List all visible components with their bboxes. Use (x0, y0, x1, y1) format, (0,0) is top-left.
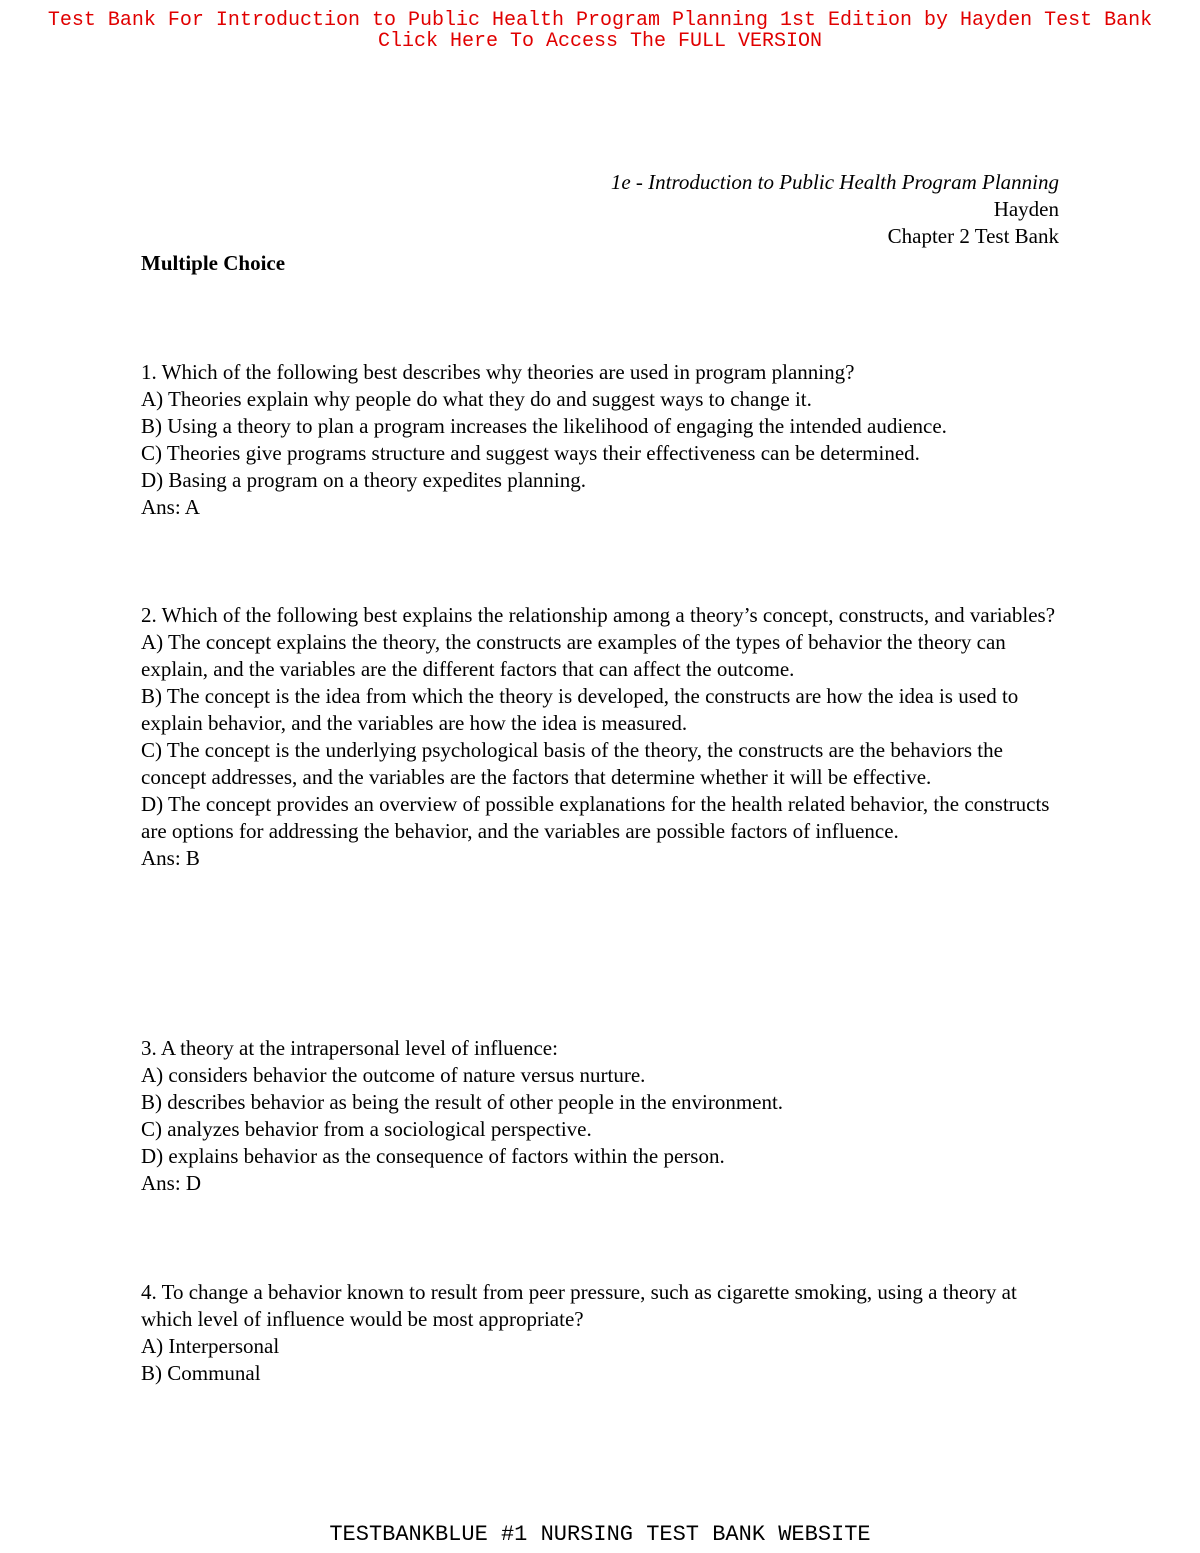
answer-option: C) analyzes behavior from a sociological perspective. (141, 1117, 592, 1141)
answer-key: Ans: B (141, 846, 200, 870)
answer-option: A) considers behavior the outcome of nature versus nurture. (141, 1063, 646, 1087)
access-full-version-link[interactable]: Test Bank For Introduction to Public Health Program Planning 1st Edition by Hayden Test Bank Click Here To Access The FULL VERSION (47, 9, 1153, 53)
answer-option: D) explains behavior as the consequence of factors within the person. (141, 1144, 725, 1168)
answer-option: C) Theories give programs structure and suggest ways their effectiveness can be determined. (141, 441, 920, 465)
answer-option: A) Theories explain why people do what they do and suggest ways to change it. (141, 387, 812, 411)
answer-key: Ans: A (141, 495, 200, 519)
answer-option: B) Communal (141, 1361, 261, 1385)
answer-option: B) The concept is the idea from which the theory is developed, the constructs are how the idea is used to explain behavior, and the variables are how the idea is measured. (141, 684, 1019, 735)
answer-option: D) The concept provides an overview of possible explanations for the health related behavior, the constructs are options for addressing the behavior, and the variables are possible factors of influence. (141, 792, 1050, 843)
answer-key: Ans: D (141, 1171, 202, 1195)
answer-option: B) Using a theory to plan a program increases the likelihood of engaging the intended audience. (141, 414, 947, 438)
question-stem: 4. To change a behavior known to result from peer pressure, such as cigarette smoking, using a theory at which level of influence would be most appropriate? (141, 1280, 1017, 1331)
footer-watermark: TESTBANKBLUE #1 NURSING TEST BANK WEBSITE (329, 1522, 871, 1547)
question-stem: 1. Which of the following best describes why theories are used in program planning? (141, 360, 855, 384)
author-name: Hayden (993, 197, 1059, 221)
question-4 (141, 1279, 1066, 1387)
section-heading: Multiple Choice (141, 251, 286, 275)
question-1 (141, 359, 1066, 521)
book-title: 1e - Introduction to Public Health Program Planning (610, 170, 1059, 194)
answer-option: D) Basing a program on a theory expedites planning. (141, 468, 586, 492)
answer-option: C) The concept is the underlying psychological basis of the theory, the constructs are the behaviors the concept addresses, and the variables are the factors that determine whether it will be effective. (141, 738, 1003, 789)
question-stem: 3. A theory at the intrapersonal level of influence: (141, 1036, 558, 1060)
answer-option: A) Interpersonal (141, 1334, 280, 1358)
answer-option: A) The concept explains the theory, the constructs are examples of the types of behavior the theory can explain, and the variables are the different factors that can affect the outcome. (141, 630, 1006, 681)
question-stem: 2. Which of the following best explains the relationship among a theory’s concept, constructs, and variables? (141, 603, 1056, 627)
answer-option: B) describes behavior as being the result of other people in the environment. (141, 1090, 784, 1114)
document-header (611, 169, 1059, 250)
question-3 (141, 1035, 1066, 1197)
question-2 (141, 602, 1066, 872)
chapter-label: Chapter 2 Test Bank (887, 224, 1059, 248)
